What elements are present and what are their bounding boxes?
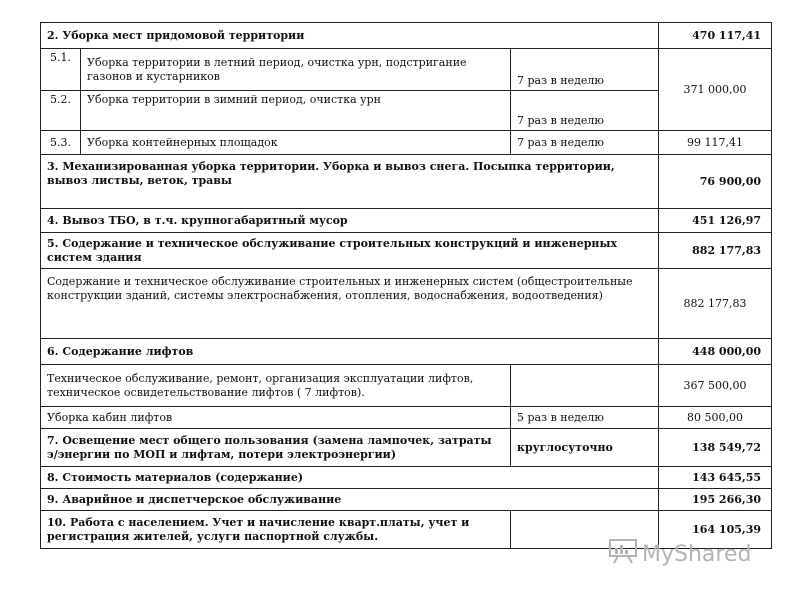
presentation-board-icon bbox=[608, 538, 642, 570]
row-number: 5.1. bbox=[41, 49, 81, 91]
row-value: 80 500,00 bbox=[659, 407, 772, 429]
watermark bbox=[608, 538, 751, 570]
row-number: 5.3. bbox=[41, 131, 81, 155]
table-row bbox=[41, 23, 772, 49]
services-cost-table bbox=[40, 22, 772, 549]
watermark-text: MyShared bbox=[642, 541, 752, 567]
table-row bbox=[41, 155, 772, 209]
table-row bbox=[41, 49, 772, 91]
row-label: 4. Вывоз ТБО, в т.ч. крупногабаритный мусор bbox=[41, 209, 659, 233]
row-label: Уборка территории в летний период, очистка урн, подстригание газонов и кустарников bbox=[81, 49, 511, 91]
row-value: 367 500,00 bbox=[659, 365, 772, 407]
table-row bbox=[41, 489, 772, 511]
row-value: 448 000,00 bbox=[659, 339, 772, 365]
row-frequency: круглосуточно bbox=[511, 429, 659, 467]
row-value: 143 645,55 bbox=[659, 467, 772, 489]
row-value: 882 177,83 bbox=[659, 269, 772, 339]
table-row bbox=[41, 407, 772, 429]
row-label: Уборка территории в зимний период, очистка урн bbox=[81, 91, 511, 131]
row-label: 5. Содержание и техническое обслуживание строительных конструкций и инженерных систем здания bbox=[41, 233, 659, 269]
table-row bbox=[41, 209, 772, 233]
row-frequency: 7 раз в неделю bbox=[511, 131, 659, 155]
row-value: 76 900,00 bbox=[659, 155, 772, 209]
row-label: Уборка кабин лифтов bbox=[41, 407, 511, 429]
row-frequency: 7 раз в неделю bbox=[511, 91, 659, 131]
row-frequency: 5 раз в неделю bbox=[511, 407, 659, 429]
row-label: 2. Уборка мест придомовой территории bbox=[41, 23, 659, 49]
table-row bbox=[41, 467, 772, 489]
row-label: Уборка контейнерных площадок bbox=[81, 131, 511, 155]
row-value: 882 177,83 bbox=[659, 233, 772, 269]
row-label: Содержание и техническое обслуживание строительных и инженерных систем (общестроительные конструкции зданий, системы электроснабжения, отопления, водоснабжения, водоотведения) bbox=[41, 269, 659, 339]
row-value: 138 549,72 bbox=[659, 429, 772, 467]
row-label: 6. Содержание лифтов bbox=[41, 339, 659, 365]
row-label: 9. Аварийное и диспетчерское обслуживание bbox=[41, 489, 659, 511]
row-value: 451 126,97 bbox=[659, 209, 772, 233]
table-row bbox=[41, 365, 772, 407]
row-label: 8. Стоимость материалов (содержание) bbox=[41, 467, 659, 489]
table-row bbox=[41, 233, 772, 269]
row-label: Техническое обслуживание, ремонт, организация эксплуатации лифтов, техническое освидетельствование лифтов ( 7 лифтов). bbox=[41, 365, 511, 407]
row-frequency: 7 раз в неделю bbox=[511, 49, 659, 91]
row-value: 470 117,41 bbox=[659, 23, 772, 49]
row-label: 10. Работа с населением. Учет и начисление кварт.платы, учет и регистрация жителей, услуги паспортной службы. bbox=[41, 511, 511, 549]
row-value: 371 000,00 bbox=[659, 49, 772, 131]
row-label: 7. Освещение мест общего пользования (замена лампочек, затраты э/энергии по МОП и лифтам, потери электроэнергии) bbox=[41, 429, 511, 467]
table-row bbox=[41, 131, 772, 155]
row-number: 5.2. bbox=[41, 91, 81, 131]
row-frequency bbox=[511, 365, 659, 407]
row-value: 99 117,41 bbox=[659, 131, 772, 155]
row-value: 164 105,39 bbox=[659, 511, 772, 549]
table-row bbox=[41, 269, 772, 339]
table-row bbox=[41, 339, 772, 365]
row-label: 3. Механизированная уборка территории. Уборка и вывоз снега. Посыпка территории, вывоз листвы, веток, травы bbox=[41, 155, 659, 209]
table-row bbox=[41, 429, 772, 467]
row-value: 195 266,30 bbox=[659, 489, 772, 511]
